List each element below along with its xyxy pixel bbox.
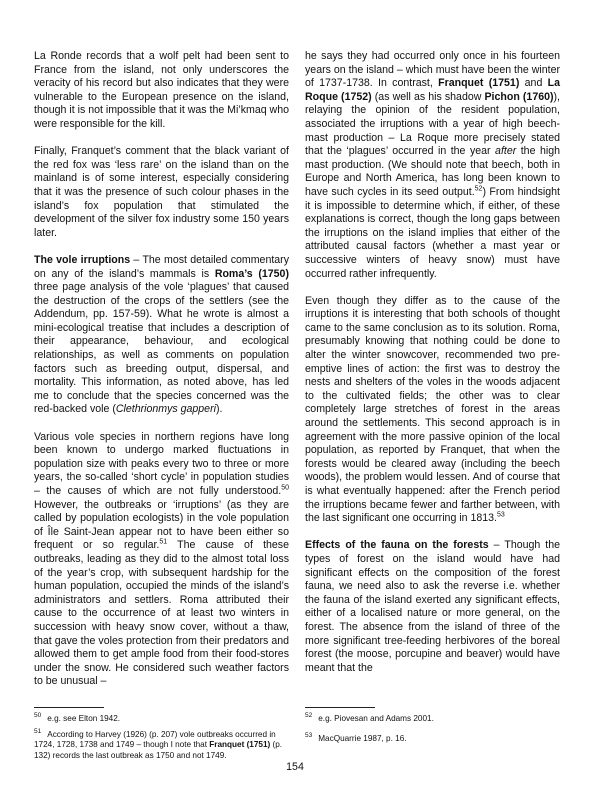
text-run: ), relaying the opinion of the resident population, associated the irruptions with a year of high beech-mast production – La Roque more precisely stated that the ‘plagues’ occurred in the year	[305, 90, 561, 158]
text-run: e.g. see Elton 1942.	[47, 714, 121, 723]
right-column	[305, 50, 560, 689]
italic-text: Clethrionmys gapperi	[115, 403, 216, 416]
text-run: ) From hindsight it is impossible to determine which, if either, of these explanations is correct, though the long gaps between the irruptions on the island implies that either of the attributed causal factors (whether a mast year or successive winters of heavy snow) must have occurred rather infrequently.	[305, 185, 560, 280]
footnote-rule-right	[305, 707, 375, 708]
text-run: (as well as his shadow	[371, 90, 485, 103]
text-run: (p. 132) records the last outbreak as 1750 and not 1749.	[34, 740, 283, 760]
footnote-number: 53	[305, 732, 313, 740]
footnote-number: 50	[34, 712, 42, 720]
bold-text: Roma’s (1750)	[214, 267, 289, 280]
text-run: Even though they differ as to the cause of the irruptions it is interesting that both schools of thought came to the same conclusion as to its solution. Roma, presumably knowing that nothing could be done to alter the winter snowcover, recommended two pre-emptive lines of action: the first was to destroy the nests and shelters of the voles in the woods adjacent to the cultivated fields; the other was to clear completely large stretches of forest in the areas around the settlements. This second approach is in agreement with the more passive opinion of the local population, as reported by Franquet, that when the forests would be cleared away (including the beech woods), the problem would lessen. And of course that is what eventually happened: after the French period the irruptions became fewer and farther between, with the last significant one occurring in 1813.	[305, 294, 560, 525]
bold-text: Franquet (1751)	[438, 77, 520, 90]
bold-text: Franquet (1751)	[209, 740, 271, 750]
text-run: ).	[215, 403, 223, 416]
footnote-number: 51	[34, 728, 42, 736]
footnote-52	[305, 714, 555, 724]
left-column	[34, 50, 289, 703]
italic-text: after	[495, 145, 517, 158]
paragraph	[34, 50, 289, 132]
text-run: three page analysis of the vole ‘plagues’ that caused the destruction of the crops of the settlers (see the Addendum, pp. 157-59). What he wrote is almost a mini-ecological treatise that includes a description of their appearance, behaviour, and ecological relationships, as well as comments on population factors such as breeding output, dispersal, and mortality. This information, as noted above, has led me to conclude that the species concerned was the red-backed vole (	[34, 281, 289, 416]
text-run: The cause of these outbreaks, leading as they did to the almost total loss of the year’s crop, with subsequent hardship for the human population, occupied the minds of the island’s administrators and settlers. Roma attributed their cause to the occurrence of at least two winters in succession with heavy snow cover, without a thaw, that gave the voles protection from their predators and allowed them to get ample food from their food-stores under the snow. He considered such weather factors to be unusual –	[34, 539, 289, 688]
bold-text: La Roque (1752)	[305, 77, 561, 103]
text-run: and	[519, 77, 548, 90]
text-run: the high mast production. (We should note that beech, both in Europe and North America, has long been known to have such cycles in its seed output.	[305, 145, 560, 198]
paragraph	[305, 539, 560, 675]
footnote-51	[34, 730, 284, 761]
paragraph	[34, 431, 289, 689]
bold-text: Effects of the fauna on the forests	[305, 539, 489, 552]
text-run: MacQuarrie 1987, p. 16.	[318, 734, 407, 743]
bold-text: The vole irruptions	[34, 253, 131, 266]
page-number: 154	[286, 761, 304, 773]
paragraph	[34, 254, 289, 417]
text-run: Finally, Franquet’s comment that the black variant of the red fox was ‘less rare’ on the island than on the mainland is of some interest, especially considering that it was the presence of such colour phases in the island’s fox population that stimulated the development of the silver fox industry some 150 years later.	[34, 145, 289, 239]
text-run: However, the outbreaks or ‘irruptions’ (as they are called by population ecologists) in the vole population of Île Saint-Jean appear not to have been either so frequent or so regular.	[34, 498, 289, 552]
footnote-ref: 52	[474, 185, 483, 193]
footnote-53	[305, 734, 555, 744]
text-run: According to Harvey (1926) (p. 207) vole outbreaks occurred in 1724, 1728, 1738 and 1749 – though I note that	[34, 730, 276, 750]
text-run: e.g. Piovesan and Adams 2001.	[318, 714, 434, 723]
text-run: – The most detailed commentary on any of the island’s mammals is	[34, 253, 289, 280]
text-run: – Though the types of forest on the island would have had significant effects on the composition of the forest fauna, we need also to ask the reverse i.e. whether the fauna of the island exerted any significant effects, either of a localised nature or more general, on the forest. The absence from the island of three of the more significant tree-feeding herbivores of the boreal forest (the moose, porcupine and beaver) would have meant that the	[305, 539, 560, 674]
bold-text: Pichon (1760)	[484, 90, 554, 103]
footnote-rule-left	[34, 707, 104, 708]
footnote-ref: 50	[281, 484, 289, 492]
text-run: La Ronde records that a wolf pelt had been sent to France from the island, not only underscores the veracity of his record but also indicates that they were vulnerable to the European presence on the island, though it is not impossible that it was the Mi’kmaq who were responsible for the kill.	[34, 50, 289, 130]
text-run: he says they had occurred only once in his fourteen years on the island – which must have been the winter of 1737-1738. In contrast,	[305, 50, 560, 90]
footnote-number: 52	[305, 712, 313, 720]
footnote-ref: 53	[496, 511, 505, 519]
footnote-50	[34, 714, 284, 724]
text-run: Various vole species in northern regions have long been known to undergo marked fluctuations in population size with peaks every two to three or more years, the so-called ‘short cycle’ in population studies – the causes of which are not fully understood.	[34, 430, 289, 497]
paragraph	[305, 50, 560, 281]
footnote-ref: 51	[159, 538, 168, 546]
paragraph	[305, 295, 560, 526]
paragraph	[34, 145, 289, 240]
